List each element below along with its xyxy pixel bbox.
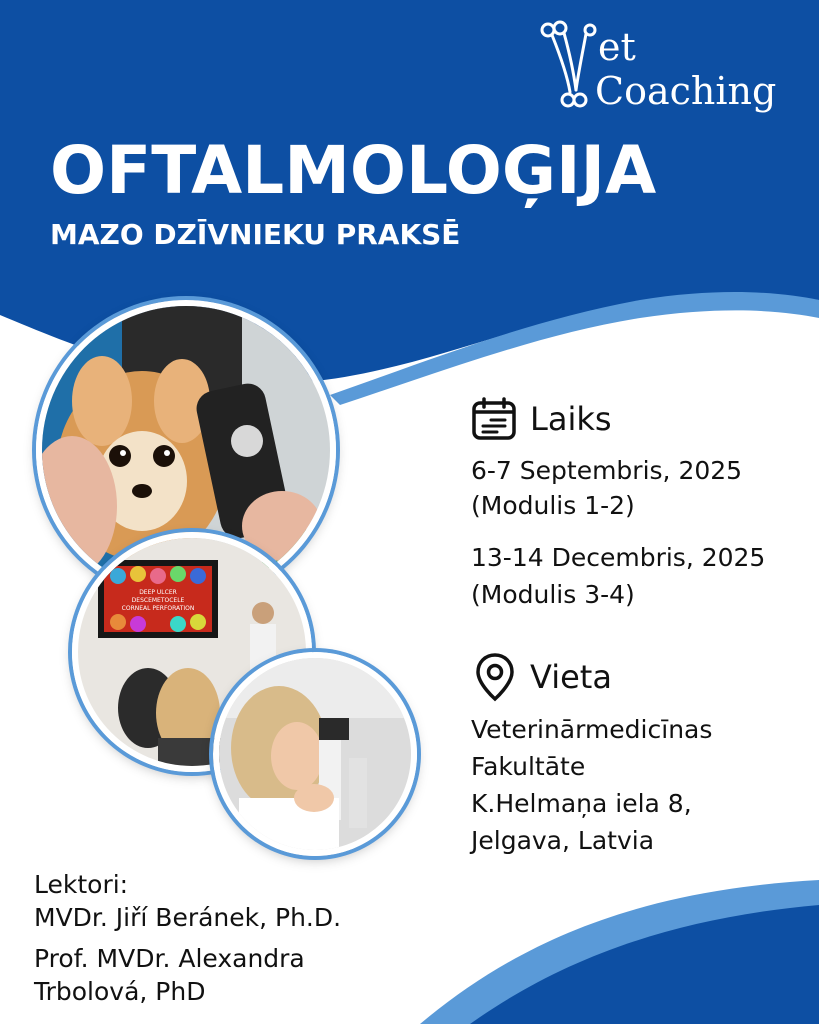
- vet-coaching-logo: [540, 20, 780, 115]
- slide-line-1: DEEP ULCER: [139, 589, 177, 596]
- page-subtitle: MAZO DZĪVNIEKU PRAKSĒ: [50, 218, 461, 251]
- slide-line-3: CORNEAL PERFORATION: [121, 605, 195, 612]
- module-1: (Modulis 1-2): [471, 491, 635, 520]
- lecturer-2-line-2: Trbolová, PhD: [34, 977, 206, 1006]
- date-2: 13-14 Decembris, 2025: [471, 543, 766, 572]
- time-heading: Laiks: [530, 400, 612, 438]
- lecturers-heading: Lektori:: [34, 870, 129, 899]
- logo-text-et: et: [598, 25, 636, 69]
- page-title: OFTALMOLOĢIJA: [50, 132, 657, 209]
- venue-line-4: Jelgava, Latvia: [471, 826, 655, 855]
- location-pin-icon: [474, 652, 516, 702]
- slide-line-2: DESCEMETOCELE: [131, 597, 185, 604]
- lecturer-2-line-1: Prof. MVDr. Alexandra: [34, 944, 305, 973]
- logo-text-coaching: Coaching: [595, 69, 777, 113]
- venue-line-1: Veterinārmedicīnas: [471, 715, 713, 744]
- venue-heading: Vieta: [530, 658, 612, 696]
- date-1: 6-7 Septembris, 2025: [471, 456, 743, 485]
- venue-line-3: K.Helmaņa iela 8,: [471, 789, 692, 818]
- calendar-icon: [471, 396, 517, 442]
- bone-logo-icon: [540, 20, 600, 110]
- venue-line-2: Fakultāte: [471, 752, 586, 781]
- module-2: (Modulis 3-4): [471, 580, 635, 609]
- lecturer-1: MVDr. Jiří Beránek, Ph.D.: [34, 903, 342, 932]
- photo-slit-lamp-exam: [213, 652, 417, 856]
- lecturers-block: [34, 868, 454, 1008]
